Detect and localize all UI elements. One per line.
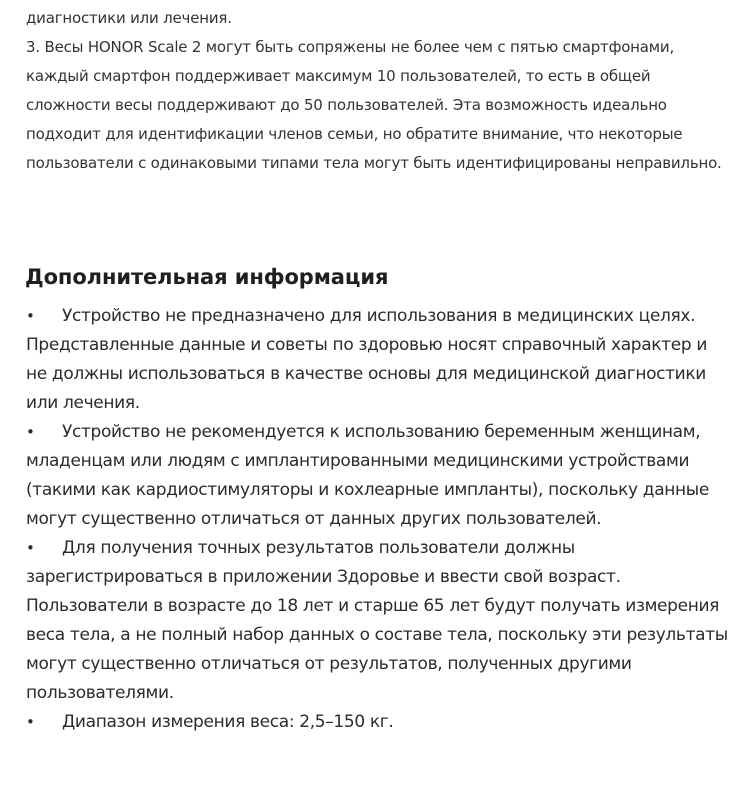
intro-line-continuation: диагностики или лечения. <box>26 9 232 27</box>
list-item <box>26 708 731 737</box>
additional-info-list <box>26 302 731 737</box>
list-item-text: Для получения точных результатов пользователи должны зарегистрироваться в приложении Здоровье и ввести свой возраст. Пользователи в возрасте до 18 лет и старше 65 лет будут получать измерения веса тела, а не полный набор данных о составе тела, поскольку эти результаты могут существенно отличаться от результатов, полученных другими пользователями. <box>26 538 728 703</box>
list-item-text: Устройство не предназначено для использования в медицинских целях. Представленные данные и советы по здоровью носят справочный характер и не должны использоваться в качестве основы для медицинской диагностики или лечения. <box>26 306 708 413</box>
intro-paragraph-3: 3. Весы HONOR Scale 2 могут быть сопряжены не более чем с пятью смартфонами, каждый смартфон поддерживает максимум 10 пользователей, то есть в общей сложности весы поддерживают до 50 пользователей. Эта возможность идеально подходит для идентификации членов семьи, но обратите внимание, что некоторые пользователи с одинаковыми типами тела могут быть идентифицированы неправильно. <box>26 38 722 172</box>
list-item-text: Устройство не рекомендуется к использованию беременным женщинам, младенцам или людям с имплантированными медицинскими устройствами (такими как кардиостимуляторы и кохлеарные импланты), поскольку данные могут существенно отличаться от данных других пользователей. <box>26 422 709 529</box>
section-title: Дополнительная информация <box>25 265 389 289</box>
bullet-icon: • <box>26 307 35 325</box>
bullet-icon: • <box>26 713 35 731</box>
bullet-icon: • <box>26 539 35 557</box>
list-item <box>26 418 731 534</box>
list-item <box>26 534 731 708</box>
list-item-text: Диапазон измерения веса: 2,5–150 кг. <box>62 712 394 732</box>
intro-text-block <box>26 4 726 178</box>
bullet-icon: • <box>26 423 35 441</box>
list-item <box>26 302 731 418</box>
